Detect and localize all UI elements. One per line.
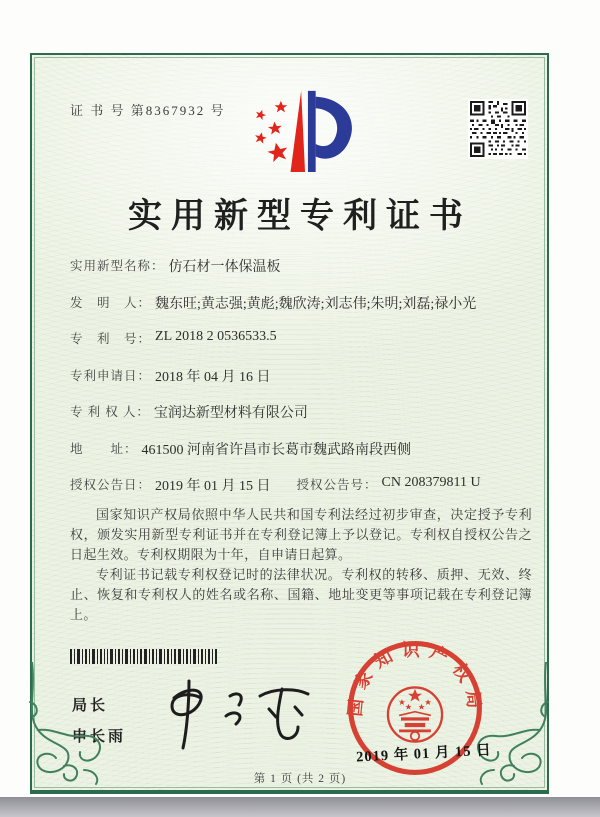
page-footer: 第 1 页 (共 2 页) [253,773,347,785]
cnipa-logo [248,82,364,176]
legal-text [70,505,532,625]
field-row-name [70,256,532,293]
grant-date-value: 2019 年 01 月 15 日 [155,479,271,494]
field-row-patentee [70,402,532,439]
field-row-filing-date [70,366,532,403]
field-label: 专利申请日： [70,368,152,383]
scan-shadow [0,797,600,817]
signatory-title: 局长 [72,697,109,714]
field-list [70,256,532,512]
legal-paragraph: 国家知识产权局依照中华人民共和国专利法经过初步审查，决定授予专利权，颁发实用新型专利证书并在专利登记簿上予以登记。专利权自授权公告之日起生效。专利权期限为十年，自申请日起算。 [70,507,532,562]
field-row-patent-no [70,329,532,366]
field-value: 461500 河南省许昌市长葛市魏武路南段西侧 [141,442,412,458]
signatory-name: 申长雨 [72,728,127,745]
field-value: 2018 年 04 月 16 日 [155,369,271,385]
grant-date-label: 授权公告日： [70,478,152,492]
seal-text: 国家知识产权局 [345,639,485,718]
field-label: 实用新型名称： [70,259,165,273]
corner-flourish-icon [24,662,116,788]
field-label: 地 址： [70,441,138,456]
qr-code-icon [468,99,528,159]
field-value: 魏东旺;黄志强;黄彪;魏欣涛;刘志伟;朱明;刘磊;禄小光 [155,296,477,312]
field-label: 专 利 权 人： [70,405,150,419]
certificate-title: 实用新型专利证书 [128,198,472,235]
field-row-address [70,439,532,476]
field-label: 发 明 人： [70,295,152,310]
national-emblem [388,687,442,741]
field-label: 专 利 号： [70,332,152,346]
svg-text:国家知识产权局 [345,640,485,718]
seal-date: 2019 年 01 月 15 日 [355,742,493,766]
signature-handwriting-icon [148,676,316,752]
grant-no-value: CN 208379811 U [381,475,481,490]
field-value: 宝润达新型材料有限公司 [153,406,308,421]
legal-paragraph: 专利证书记载专利权登记时的法律状况。专利权的转移、质押、无效、终止、恢复和专利权人的姓名或名称、国籍、地址变更等事项记载在专利登记簿上。 [70,567,532,622]
grant-no-label: 授权公告号： [296,478,378,492]
field-value: ZL 2018 2 0536533.5 [155,329,277,344]
certificate-number: 证 书 号 第8367932 号 [70,103,226,118]
field-row-inventors [70,293,532,330]
field-value: 仿石材一体保温板 [168,260,281,275]
